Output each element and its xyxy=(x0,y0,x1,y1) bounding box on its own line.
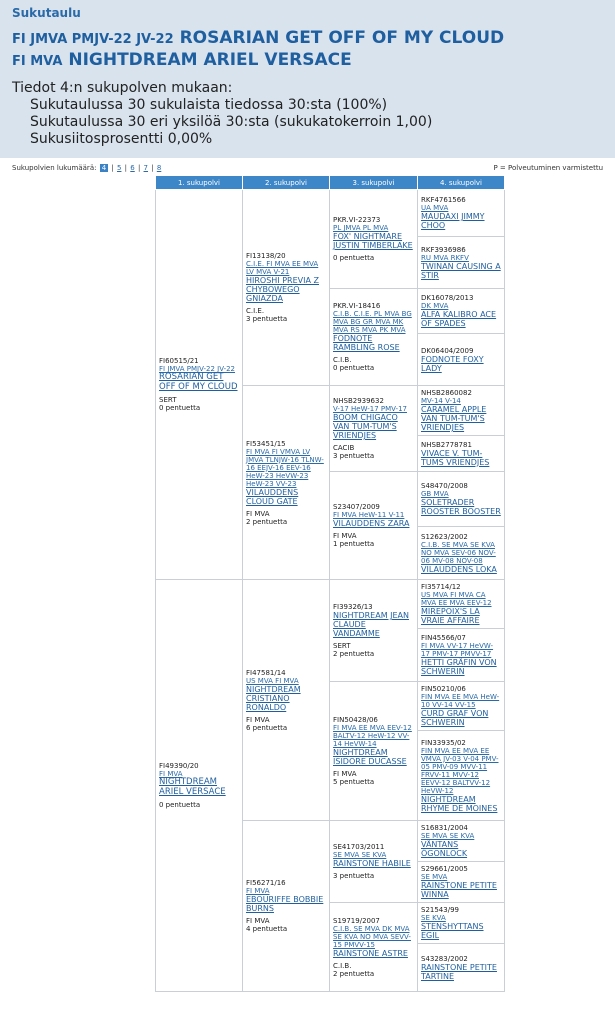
dog-titles-link[interactable]: FI JMVA PMJV-22 JV-22 xyxy=(159,365,236,373)
dog-name-link[interactable]: RAINSTONE PETITE TARTINE xyxy=(421,962,497,981)
litter-count: 1 pentuetta xyxy=(333,540,375,548)
dog-award: SERT xyxy=(333,642,351,650)
dog-heading-1-titles: FI JMVA PMJV-22 JV-22 xyxy=(12,32,174,47)
litter-count: 2 pentuetta xyxy=(333,650,375,658)
ancestor-cell-gen4 xyxy=(418,237,505,289)
dog-titles-link[interactable]: PL JMVA PL MVA xyxy=(333,224,389,232)
ancestor-cell-gen3 xyxy=(330,903,418,992)
column-header-1: 1. sukupolvi xyxy=(156,176,243,190)
dog-name-link[interactable]: TWINAN CAUSING A STIR xyxy=(421,261,501,280)
registration-number: PKR.VI-18416 xyxy=(333,302,381,310)
ancestor-cell-gen2 xyxy=(243,821,330,992)
dog-titles-link[interactable]: SE KVA xyxy=(421,914,446,922)
dog-name-link[interactable]: RAINSTONE ASTRE xyxy=(333,948,408,958)
registration-number: S12623/2002 xyxy=(421,532,468,541)
litter-count: 3 pentuetta xyxy=(333,452,375,460)
ancestor-cell-gen1 xyxy=(156,580,243,992)
registration-number: FI47581/14 xyxy=(246,668,286,677)
registration-number: FI13138/20 xyxy=(246,252,286,260)
column-header-4: 4. sukupolvi xyxy=(418,176,505,190)
registration-number: FI35714/12 xyxy=(421,583,461,591)
litter-count: 2 pentuetta xyxy=(246,517,288,526)
litter-count: 0 pentuetta xyxy=(159,801,201,809)
dog-titles-link[interactable]: FI MVA EE MVA EEV-12 BALTV-12 HeW-12 VV-14 HeVW-14 xyxy=(333,724,412,748)
ancestor-cell-gen1 xyxy=(156,190,243,580)
registration-number: FI56271/16 xyxy=(246,879,286,887)
dog-titles-link[interactable]: RU MVA RKFV xyxy=(421,253,469,262)
column-header-3: 3. sukupolvi xyxy=(330,176,418,190)
info-unique-individuals: Sukutaulussa 30 eri yksilöä 30:sta (sukukatokerroin 1,00) xyxy=(30,114,433,130)
dog-name-link[interactable]: HETTI GRÄFIN VON SCHWERIN xyxy=(421,658,497,676)
dog-name-link[interactable]: ALFA KALIBRO ACE OF SPADES xyxy=(421,310,497,328)
registration-number: FI60515/21 xyxy=(159,357,199,365)
litter-count: 0 pentuetta xyxy=(333,254,375,262)
registration-number: DK16078/2013 xyxy=(421,294,474,302)
dog-titles-link[interactable]: SE MVA SE KVA xyxy=(421,832,475,840)
ancestor-cell-gen2 xyxy=(243,386,330,580)
dog-titles-link[interactable]: C.I.B. SE MVA DK MVA SE KVA NO MVA SEVV-15 PMVV-15 xyxy=(333,924,411,949)
registration-number: FIN33935/02 xyxy=(421,738,466,747)
generation-option-8[interactable]: 8 xyxy=(156,164,162,172)
dog-award: FI MVA xyxy=(246,715,270,724)
generation-option-7[interactable]: 7 xyxy=(143,164,149,172)
dog-titles-link[interactable]: V-17 HeW-17 PMV-17 xyxy=(333,405,407,413)
generation-option-6[interactable]: 6 xyxy=(130,164,135,172)
ancestor-cell-gen3 xyxy=(330,682,418,821)
dog-name-link[interactable]: VIVACE V. TUM-TUMS VRIENDJES xyxy=(421,448,490,467)
dog-titles-link[interactable]: FI MVA HeW-11 V-11 xyxy=(333,511,405,519)
site-title: Sukutaulu xyxy=(12,6,81,20)
generation-option-4[interactable]: 4 xyxy=(101,164,107,172)
dog-award: FI MVA xyxy=(333,532,357,540)
ancestor-cell-gen4 xyxy=(418,334,505,386)
dog-titles-link[interactable]: C.I.E. FI MVA EE MVA LV MVA V-21 xyxy=(246,260,319,276)
dog-heading-1 xyxy=(12,28,603,50)
ancestor-cell-gen4 xyxy=(418,289,505,334)
dog-name-link[interactable]: CARAMEL APPLE VAN TUM-TUM'S VRIENDJES xyxy=(421,405,487,432)
dog-titles-link[interactable]: MV-14 V-14 xyxy=(421,397,461,405)
dog-titles-link[interactable]: FIN MVA EE MVA EE VMVA JV-03 V-04 PMV-05 PMV-09 MVV-11 FRVV-11 MVV-12 EEVV-12 BALTVV-12 HeVW-12 xyxy=(421,746,499,795)
registration-number: S19719/2007 xyxy=(333,916,380,925)
dog-titles-link[interactable]: SE MVA xyxy=(421,873,448,881)
dog-name-link[interactable]: FODNOTE FOXY LADY xyxy=(421,354,484,373)
dog-name-link[interactable]: BOOM CHIGACO VAN TUM-TUM'S VRIENDJES xyxy=(333,413,398,440)
ancestor-cell-gen3 xyxy=(330,472,418,580)
info-inbreeding: Sukusiitosprosentti 0,00% xyxy=(30,131,213,147)
dog-award: FI MVA xyxy=(246,509,270,518)
info-heading: Tiedot 4:n sukupolven mukaan: xyxy=(12,80,233,96)
ancestor-cell-gen3 xyxy=(330,386,418,472)
ancestor-cell-gen4 xyxy=(418,731,505,821)
pedigree-row xyxy=(156,580,505,629)
dog-heading-2-titles: FI MVA xyxy=(12,54,63,69)
dog-titles-link[interactable]: US MVA FI MVA xyxy=(246,676,299,685)
dog-name-link[interactable]: RAINSTONE PETITE WINNA xyxy=(421,881,497,899)
litter-count: 4 pentuetta xyxy=(246,925,288,933)
dog-titles-link[interactable]: SE MVA SE KVA xyxy=(333,851,387,859)
registration-number: S21543/99 xyxy=(421,906,459,914)
generation-option-5[interactable]: 5 xyxy=(116,164,122,172)
registration-number: FI49390/20 xyxy=(159,762,199,770)
dog-award: CACIB xyxy=(333,444,355,452)
pedigree-row xyxy=(156,190,505,237)
ancestor-cell-gen4 xyxy=(418,682,505,731)
litter-count: 2 pentuetta xyxy=(333,969,375,978)
registration-number: DK06404/2009 xyxy=(421,346,474,355)
ancestor-cell-gen4 xyxy=(418,436,505,472)
registration-number: FI53451/15 xyxy=(246,439,286,448)
dog-award: FI MVA xyxy=(246,917,270,925)
dog-titles-link[interactable]: FI MVA xyxy=(246,887,270,895)
registration-number: PKR.VI-22373 xyxy=(333,216,381,224)
ancestor-cell-gen4 xyxy=(418,944,505,992)
dog-titles-link[interactable]: C.I.B. C.I.E. PL MVA BG MVA BG GR MVA MK MVA RS MVA PK MVA xyxy=(333,310,412,334)
dog-titles-link[interactable]: US MVA FI MVA CA MVA EE MVA EEV-12 xyxy=(421,591,492,607)
dog-heading-1-name: ROSARIAN GET OFF OF MY CLOUD xyxy=(179,28,505,48)
dog-award: C.I.B. xyxy=(333,356,352,364)
litter-count: 5 pentuetta xyxy=(333,778,375,786)
info-completeness: Sukutaulussa 30 sukulaista tiedossa 30:sta (100%) xyxy=(30,97,388,113)
dog-name-link[interactable]: RAINSTONE HABILE xyxy=(333,859,411,868)
dog-titles-link[interactable]: FI MVA xyxy=(159,770,183,778)
ancestor-cell-gen4 xyxy=(418,386,505,436)
dog-name-link[interactable]: MAUDAXI JIMMY CHOO xyxy=(421,212,485,230)
dog-name-link[interactable]: MIREPOIX'S LA VRAIE AFFAIRE xyxy=(421,607,480,625)
ancestor-cell-gen4 xyxy=(418,862,505,903)
dog-name-link[interactable]: VILAUDDENS LOKA xyxy=(421,564,497,574)
pedigree-table xyxy=(155,175,505,992)
ancestor-cell-gen3 xyxy=(330,580,418,682)
dog-titles-link[interactable]: UA MVA xyxy=(421,204,449,212)
dog-name-link[interactable]: NIGHTDREAM RHYME DE MOINES xyxy=(421,794,498,813)
ancestor-cell-gen4 xyxy=(418,472,505,527)
litter-count: 0 pentuetta xyxy=(159,404,201,412)
ancestor-cell-gen4 xyxy=(418,190,505,237)
dog-titles-link[interactable]: FI MVA VV-17 HeVW-17 PMV-17 PMVV-17 xyxy=(421,642,494,658)
dog-name-link[interactable]: VÄNTANS ÖGONLOCK xyxy=(421,840,468,858)
registration-number: RKF3936986 xyxy=(421,245,466,254)
column-header-2: 2. sukupolvi xyxy=(243,176,330,190)
ancestor-cell-gen4 xyxy=(418,821,505,862)
dog-name-link[interactable]: FODNOTE RAMBLING ROSE xyxy=(333,334,400,352)
ancestor-cell-gen2 xyxy=(243,580,330,821)
dog-award: C.I.E. xyxy=(246,307,265,315)
ancestor-cell-gen3 xyxy=(330,190,418,289)
pedigree-info xyxy=(12,80,603,148)
dog-name-link[interactable]: NIGHTDREAM CRISTIANO RONALDO xyxy=(246,684,301,712)
dog-name-link[interactable]: HIROSHI PREVIA Z CHYBOWEGO GNIAZDA xyxy=(246,276,319,303)
litter-count: 0 pentuetta xyxy=(333,364,375,372)
registration-number: NHSB2939632 xyxy=(333,397,384,405)
registration-number: NHSB2860082 xyxy=(421,389,472,397)
dog-award: FI MVA xyxy=(333,770,357,778)
litter-count: 6 pentuetta xyxy=(246,723,288,732)
dog-heading-2-name: NIGHTDREAM ARIEL VERSACE xyxy=(68,50,352,70)
dog-titles-link[interactable]: FIN MVA EE MVA HeW-10 VV-14 VV-15 xyxy=(421,693,500,709)
ancestor-cell-gen4 xyxy=(418,903,505,944)
dog-heading-2 xyxy=(12,50,603,72)
dog-name-link[interactable]: FOX' NIGHTMARE JUSTIN TIMBERLAKE xyxy=(333,232,413,250)
generation-selector-label: Sukupolvien lukumäärä: xyxy=(12,164,97,172)
dog-award: SERT xyxy=(159,396,177,404)
dog-name-link[interactable]: NIGHTDREAM ARIEL VERSACE xyxy=(159,777,226,797)
litter-count: 3 pentuetta xyxy=(333,872,375,880)
dog-titles-link[interactable]: DK MVA xyxy=(421,302,449,310)
dog-name-link[interactable]: ROSARIAN GET OFF OF MY CLOUD xyxy=(159,372,238,392)
dog-name-link[interactable]: NIGHTDREAM ISIDORE DUCASSE xyxy=(333,748,407,766)
registration-number: FIN50428/06 xyxy=(333,716,378,724)
dog-name-link[interactable]: STENSHYTTANS EGIL xyxy=(421,922,484,940)
dog-titles-link[interactable]: GB MVA xyxy=(421,490,449,498)
dog-name-link[interactable]: VILAUDDENS ZARA xyxy=(333,519,410,528)
ancestor-cell-gen3 xyxy=(330,289,418,386)
registration-number: S23407/2009 xyxy=(333,503,380,511)
ancestor-cell-gen4 xyxy=(418,580,505,629)
registration-number: FIN45566/07 xyxy=(421,634,466,642)
verification-legend: P = Polveutuminen varmistettu xyxy=(493,164,603,172)
dog-name-link[interactable]: VILAUDDENS CLOUD GATE xyxy=(246,487,299,506)
registration-number: FI39326/13 xyxy=(333,603,373,611)
generation-selector: Sukupolvien lukumäärä: 4 | 5 | 6 | 7 | 8 xyxy=(12,164,162,172)
registration-number: SE41703/2011 xyxy=(333,843,385,851)
dog-name-link[interactable]: CURD GRAF VON SCHWERIN xyxy=(421,709,489,727)
ancestor-cell-gen3 xyxy=(330,821,418,903)
litter-count: 3 pentuetta xyxy=(246,315,288,323)
registration-number: RKF4761566 xyxy=(421,196,466,204)
dog-titles-link[interactable]: C.I.B. SE MVA SE KVA NO MVA SEV-06 NOV-06 MV-08 NOV-08 xyxy=(421,540,496,565)
dog-name-link[interactable]: SOLETRADER ROOSTER BOOSTER xyxy=(421,498,501,516)
registration-number: S43283/2002 xyxy=(421,954,468,963)
ancestor-cell-gen4 xyxy=(418,629,505,682)
registration-number: S29661/2005 xyxy=(421,865,468,873)
registration-number: NHSB2778781 xyxy=(421,440,472,449)
dog-titles-link[interactable]: FI MVA FI VMVA LV JMVA TLNJW-16 TLNW-16 EEJV-16 EEV-16 HeW-23 HeVW-23 HeW-23 VV-23 xyxy=(246,447,324,488)
registration-number: FIN50210/06 xyxy=(421,685,466,693)
registration-number: S16831/2004 xyxy=(421,824,468,832)
page-header xyxy=(0,0,615,158)
ancestor-cell-gen4 xyxy=(418,527,505,580)
generation-controls xyxy=(0,164,615,172)
dog-award: C.I.B. xyxy=(333,961,352,970)
dog-name-link[interactable]: NIGHTDREAM JEAN CLAUDE VANDAMME xyxy=(333,611,410,638)
ancestor-cell-gen2 xyxy=(243,190,330,386)
dog-name-link[interactable]: EBOURIFFE BOBBIE BURNS xyxy=(246,895,324,913)
registration-number: S48470/2008 xyxy=(421,482,468,490)
